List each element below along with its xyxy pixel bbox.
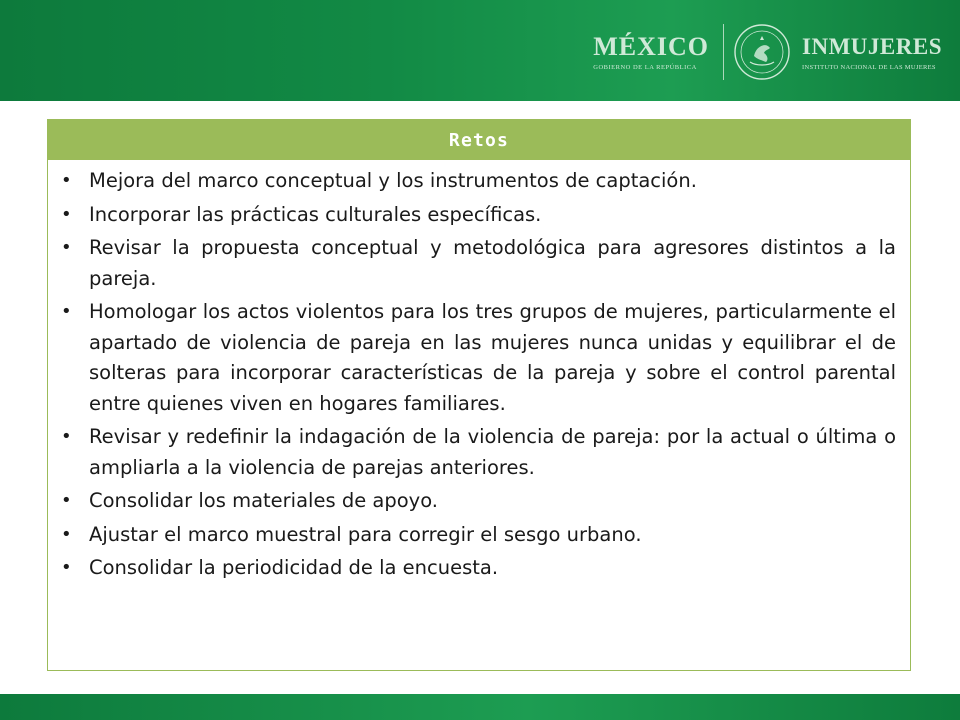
table-heading: Retos: [448, 129, 510, 151]
list-item: [61, 166, 896, 197]
mexico-logo-title: MÉXICO: [593, 32, 710, 61]
list-item-text: Mejora del marco conceptual y los instrumentos de captación.: [89, 169, 697, 192]
logos: [593, 22, 942, 82]
list-item-text: Homologar los actos violentos para los tres grupos de mujeres, particularmente el apartado de violencia de pareja en las mujeres nunca unidas y equilibrar el de solteras para incorporar características de la pareja y sobre el control parental entre quienes viven en hogares familiares.: [89, 300, 896, 415]
inmujeres-logo-subtitle: INSTITUTO NACIONAL DE LAS MUJERES: [802, 63, 936, 71]
list-item-text: Consolidar la periodicidad de la encuesta.: [89, 556, 499, 579]
bullet-icon: •: [61, 490, 72, 511]
list-item-text: Revisar la propuesta conceptual y metodológica para agresores distintos a la pareja.: [89, 236, 896, 290]
inmujeres-logo-title: INMUJERES: [802, 33, 942, 59]
footer-band: [0, 694, 960, 720]
list-item: [61, 233, 896, 294]
national-seal-icon: [732, 22, 792, 82]
bullet-icon: •: [61, 203, 72, 225]
retos-table: [47, 119, 911, 671]
bullet-icon: •: [61, 237, 72, 258]
mexico-logo-subtitle: GOBIERNO DE LA REPÚBLICA: [593, 64, 697, 71]
bullet-icon: •: [61, 170, 72, 191]
table-header: [48, 120, 910, 160]
retos-list: [48, 160, 910, 584]
inmujeres-logo: [802, 34, 942, 71]
list-item: [61, 553, 896, 584]
bullet-icon: •: [61, 426, 72, 447]
bullet-icon: •: [61, 301, 72, 322]
list-item-text: Revisar y redefinir la indagación de la violencia de pareja: por la actual o última o ampliarla a la violencia de parejas anteriores.: [89, 425, 896, 479]
header-banner: [0, 0, 960, 101]
list-item-text: Incorporar las prácticas culturales específicas.: [89, 202, 542, 226]
list-item: [61, 200, 896, 231]
list-item: [61, 297, 896, 419]
list-item-text: Consolidar los materiales de apoyo.: [89, 489, 438, 512]
mexico-logo: [593, 33, 709, 71]
list-item: [61, 422, 896, 483]
logo-divider: [723, 24, 724, 80]
bullet-icon: •: [61, 557, 72, 578]
list-item: [61, 486, 896, 517]
bullet-icon: •: [61, 523, 72, 545]
list-item-text: Ajustar el marco muestral para corregir el sesgo urbano.: [89, 522, 642, 546]
list-item: [61, 520, 896, 551]
